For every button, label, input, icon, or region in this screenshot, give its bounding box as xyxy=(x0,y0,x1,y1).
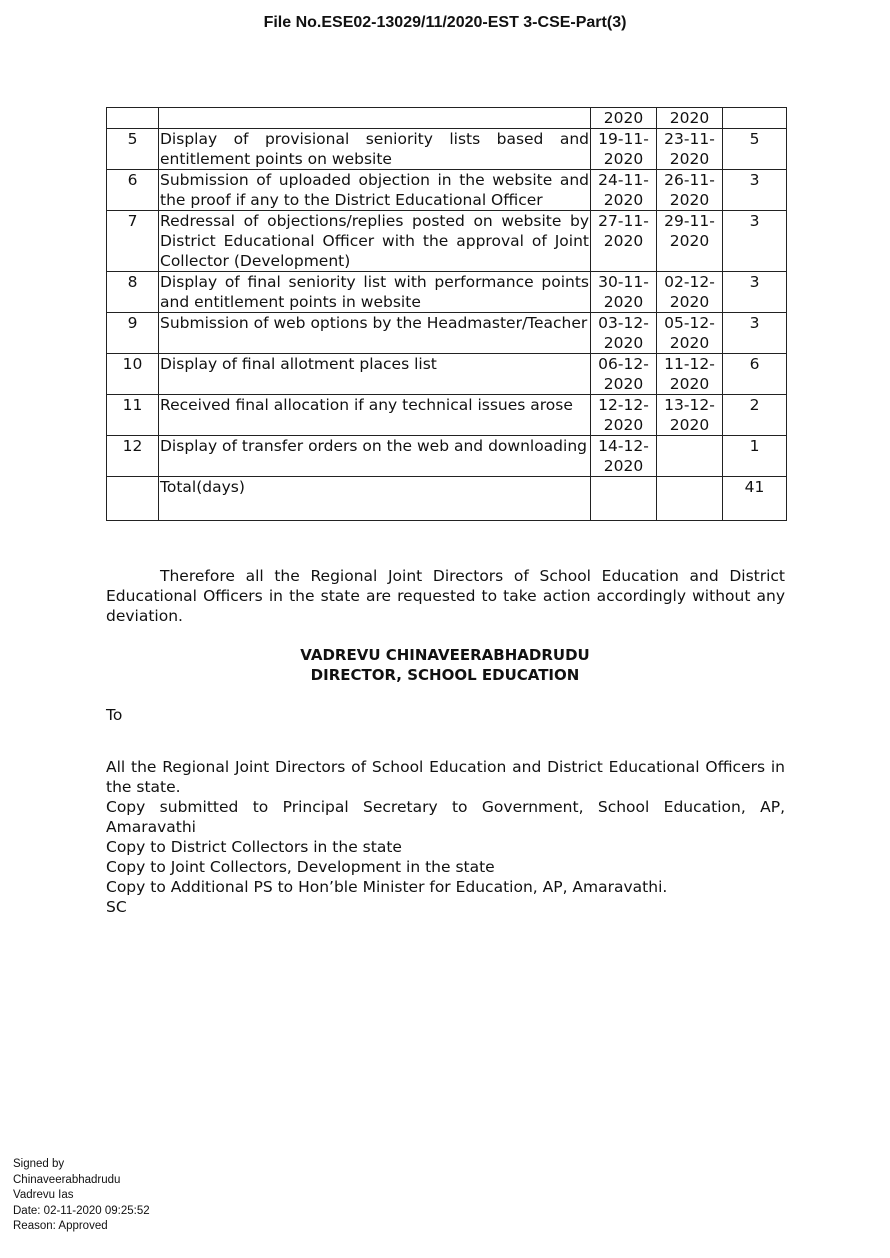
schedule-table xyxy=(106,107,787,521)
description-cell: Display of provisional seniority lists based and entitlement points on website xyxy=(160,130,589,168)
table-row xyxy=(107,129,787,170)
start-date-cell: 12-12-2020 xyxy=(591,395,657,436)
table-row xyxy=(107,170,787,211)
recipient-line: Copy submitted to Principal Secretary to Government, School Education, AP, Amaravathi xyxy=(106,798,785,836)
start-date-cell: 24-11-2020 xyxy=(591,170,657,211)
table-row xyxy=(107,108,787,129)
signature-line: Chinaveerabhadrudu xyxy=(13,1173,121,1186)
start-date-cell: 19-11-2020 xyxy=(591,129,657,170)
sno-cell: 10 xyxy=(107,354,159,395)
signatory-name: VADREVU CHINAVEERABHADRUDU xyxy=(300,646,590,664)
end-date-cell: 11-12-2020 xyxy=(657,354,723,395)
to-label: To xyxy=(106,706,123,724)
table-row xyxy=(107,211,787,272)
sno-cell: 12 xyxy=(107,436,159,477)
sno-cell: 9 xyxy=(107,313,159,354)
end-date-cell xyxy=(657,477,723,521)
end-date-cell xyxy=(657,436,723,477)
sno-cell xyxy=(107,477,159,521)
days-cell xyxy=(723,108,787,129)
table-row xyxy=(107,313,787,354)
days-cell: 1 xyxy=(723,436,787,477)
recipient-list xyxy=(106,757,785,917)
sno-cell xyxy=(107,108,159,129)
recipient-line: Copy to Joint Collectors, Development in the state xyxy=(106,858,495,876)
description-cell: Display of transfer orders on the web and downloading xyxy=(159,436,591,477)
days-cell: 5 xyxy=(723,129,787,170)
signatory-block xyxy=(0,645,890,685)
signature-line: Reason: Approved xyxy=(13,1220,108,1232)
sno-cell: 6 xyxy=(107,170,159,211)
digital-signature-stamp xyxy=(13,1157,150,1235)
start-date-cell: 30-11-2020 xyxy=(591,272,657,313)
description-cell: Display of final seniority list with performance points and entitlement points in website xyxy=(160,273,589,311)
days-cell: 3 xyxy=(723,211,787,272)
end-date-cell: 29-11-2020 xyxy=(657,211,723,272)
signature-line: Signed by xyxy=(13,1158,65,1170)
description-cell: Display of final allotment places list xyxy=(159,354,591,395)
total-row xyxy=(107,477,787,521)
end-date-cell: 26-11-2020 xyxy=(657,170,723,211)
description-cell: Submission of web options by the Headmaster/Teacher xyxy=(159,313,591,354)
start-date-cell: 14-12-2020 xyxy=(591,436,657,477)
table-row xyxy=(107,436,787,477)
end-date-cell: 02-12-2020 xyxy=(657,272,723,313)
table-row xyxy=(107,354,787,395)
days-cell: 3 xyxy=(723,170,787,211)
signatory-designation: DIRECTOR, SCHOOL EDUCATION xyxy=(310,666,580,684)
sno-cell: 8 xyxy=(107,272,159,313)
description-cell: Redressal of objections/replies posted on website by District Educational Officer with the approval of Joint Collector (Development) xyxy=(160,212,589,270)
days-cell: 6 xyxy=(723,354,787,395)
recipient-line: SC xyxy=(106,898,127,916)
end-date-cell: 13-12-2020 xyxy=(657,395,723,436)
signature-line: Vadrevu Ias xyxy=(13,1189,74,1201)
days-cell: 3 xyxy=(723,272,787,313)
end-date-cell: 05-12-2020 xyxy=(657,313,723,354)
recipient-line: Copy to District Collectors in the state xyxy=(106,838,402,856)
sno-cell: 7 xyxy=(107,211,159,272)
description-cell xyxy=(159,108,591,129)
days-cell: 3 xyxy=(723,313,787,354)
start-date-cell: 2020 xyxy=(591,108,657,129)
recipient-line: All the Regional Joint Directors of School Education and District Educational Officers in the state. xyxy=(106,758,785,796)
sno-cell: 5 xyxy=(107,129,159,170)
end-date-cell: 2020 xyxy=(657,108,723,129)
description-cell: Submission of uploaded objection in the website and the proof if any to the District Educational Officer xyxy=(160,171,589,209)
start-date-cell: 06-12-2020 xyxy=(591,354,657,395)
description-cell: Received final allocation if any technical issues arose xyxy=(159,395,591,436)
total-label-cell: Total(days) xyxy=(159,477,591,521)
start-date-cell xyxy=(591,477,657,521)
total-days-cell: 41 xyxy=(723,477,787,521)
table-row xyxy=(107,272,787,313)
signature-line: Date: 02-11-2020 09:25:52 xyxy=(13,1204,150,1217)
instruction-paragraph: Therefore all the Regional Joint Directors of School Education and District Educational Officers in the state are requested to take action accordingly without any deviation. xyxy=(106,567,785,625)
table-row xyxy=(107,395,787,436)
start-date-cell: 03-12-2020 xyxy=(591,313,657,354)
end-date-cell: 23-11-2020 xyxy=(657,129,723,170)
recipient-line: Copy to Additional PS to Hon’ble Minister for Education, AP, Amaravathi. xyxy=(106,878,668,896)
start-date-cell: 27-11-2020 xyxy=(591,211,657,272)
sno-cell: 11 xyxy=(107,395,159,436)
days-cell: 2 xyxy=(723,395,787,436)
file-number-header: File No.ESE02-13029/11/2020-EST 3-CSE-Part(3) xyxy=(263,14,627,31)
